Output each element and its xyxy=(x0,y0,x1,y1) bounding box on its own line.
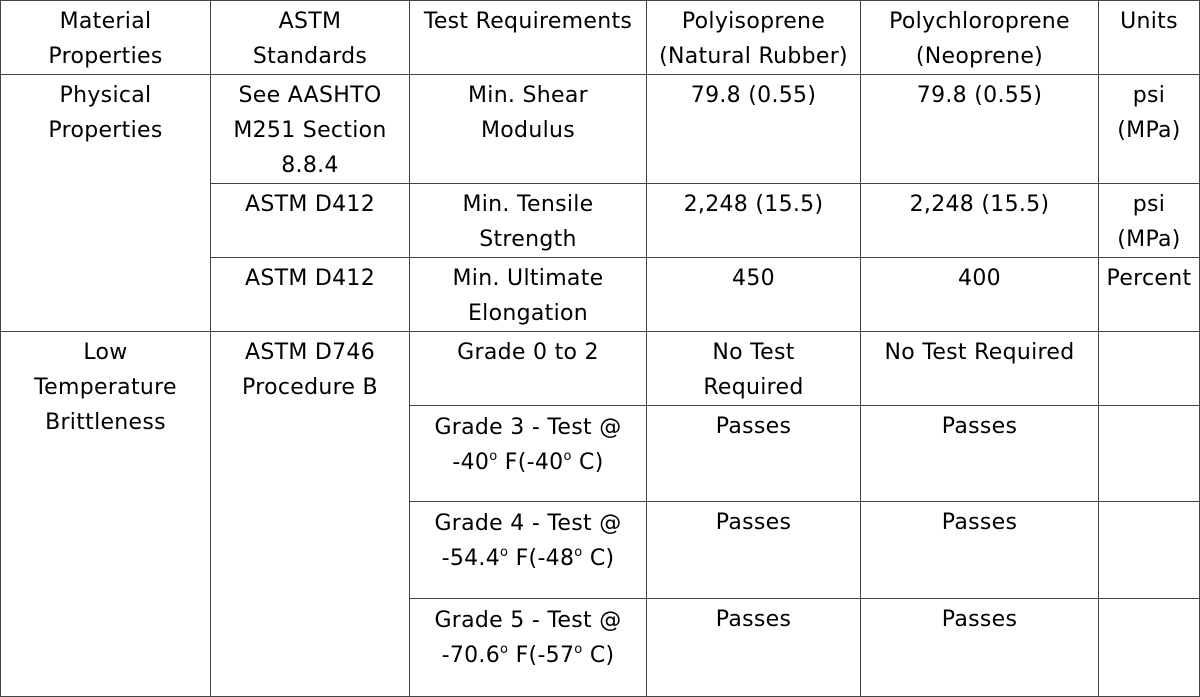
cell-polyisoprene: Passes xyxy=(647,599,861,697)
degree-mark: o xyxy=(500,642,509,657)
degree-mark: o xyxy=(574,642,583,657)
cell-polychloroprene: Passes xyxy=(861,406,1099,502)
group-low-temperature-brittleness: Low Temperature Brittleness xyxy=(1,332,211,697)
table-row xyxy=(1,332,1200,406)
cell-units: psi (MPa) xyxy=(1099,75,1200,184)
cell-polyisoprene: 2,248 (15.5) xyxy=(647,184,861,258)
cell-polyisoprene: Passes xyxy=(647,502,861,599)
cell-standard: See AASHTO M251 Section 8.8.4 xyxy=(211,75,410,184)
table-row xyxy=(1,75,1200,184)
header-polyisoprene: Polyisoprene (Natural Rubber) xyxy=(647,1,861,75)
group-physical-properties: Physical Properties xyxy=(1,75,211,332)
header-units: Units xyxy=(1099,1,1200,75)
cell-polychloroprene: 2,248 (15.5) xyxy=(861,184,1099,258)
cell-requirement: Grade 0 to 2 xyxy=(410,332,647,406)
cell-requirement: Min. Tensile Strength xyxy=(410,184,647,258)
cell-units: psi (MPa) xyxy=(1099,184,1200,258)
cell-units xyxy=(1099,406,1200,502)
cell-polychloroprene: Passes xyxy=(861,502,1099,599)
cell-polyisoprene: 450 xyxy=(647,258,861,332)
cell-polychloroprene: 79.8 (0.55) xyxy=(861,75,1099,184)
header-material-properties: Material Properties xyxy=(1,1,211,75)
cell-polychloroprene: No Test Required xyxy=(861,332,1099,406)
cell-polychloroprene: Passes xyxy=(861,599,1099,697)
cell-units xyxy=(1099,502,1200,599)
cell-requirement: Min. Shear Modulus xyxy=(410,75,647,184)
header-test-requirements: Test Requirements xyxy=(410,1,647,75)
degree-mark: o xyxy=(489,449,498,464)
degree-mark: o xyxy=(574,545,583,560)
header-astm-standards: ASTM Standards xyxy=(211,1,410,75)
header-polychloroprene: Polychloroprene (Neoprene) xyxy=(861,1,1099,75)
cell-units: Percent xyxy=(1099,258,1200,332)
table-header-row xyxy=(1,1,1200,75)
cell-requirement: Grade 5 - Test @ -70.6$^o$ F(-57$^o$ C) xyxy=(410,599,647,697)
cell-standard: ASTM D746 Procedure B xyxy=(211,332,410,697)
cell-polyisoprene: 79.8 (0.55) xyxy=(647,75,861,184)
degree-mark: o xyxy=(563,449,572,464)
cell-requirement: Min. Ultimate Elongation xyxy=(410,258,647,332)
cell-polyisoprene: Passes xyxy=(647,406,861,502)
cell-units xyxy=(1099,332,1200,406)
cell-requirement: Grade 3 - Test @ -40$^o$ F(-40$^o$ C) xyxy=(410,406,647,502)
cell-standard: ASTM D412 xyxy=(211,184,410,258)
cell-requirement: Grade 4 - Test @ -54.4$^o$ F(-48$^o$ C) xyxy=(410,502,647,599)
cell-polychloroprene: 400 xyxy=(861,258,1099,332)
cell-standard: ASTM D412 xyxy=(211,258,410,332)
degree-mark: o xyxy=(500,545,509,560)
cell-polyisoprene: No Test Required xyxy=(647,332,861,406)
